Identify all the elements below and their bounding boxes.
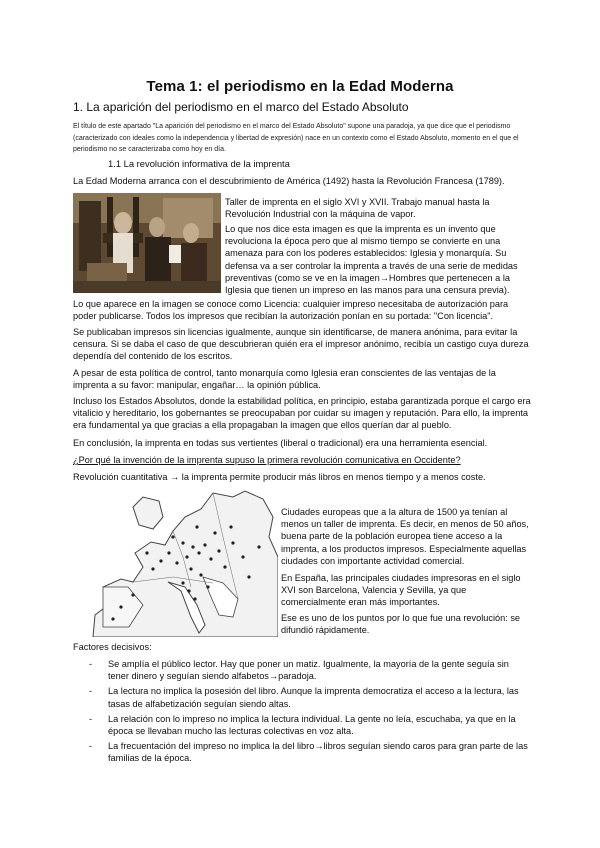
- europe-printing-map: [73, 487, 278, 637]
- factores-label: Factores decisivos:: [73, 642, 152, 652]
- paragraph-taller: Taller de imprenta en el siglo XVI y XVII. Trabajo manual hasta la Revolución Industrial con la máquina de vapor.: [225, 197, 490, 220]
- paragraph-conclusion: En conclusión, la imprenta en todas sus vertientes (liberal o tradicional) era una herramienta esencial.: [73, 438, 488, 448]
- paragraph-control: A pesar de esta política de control, tanto monarquía como Iglesia eran conscientes de las ventajas de la imprenta a su favor: manipular, engañar… la opinión pública.: [73, 368, 496, 391]
- section-heading-1: 1. La aparición del periodismo en el marco del Estado Absoluto: [73, 100, 409, 114]
- paragraph-edad-moderna: La Edad Moderna arranca con el descubrimiento de América (1492) hasta la Revolución Francesa (1789).: [73, 176, 505, 186]
- factores-list: [89, 658, 529, 768]
- paragraph-espana: En España, las principales ciudades impresoras en el siglo XVI son Barcelona, Valencia y Sevilla, ya que comercialmente eran más importantes.: [281, 573, 521, 608]
- paragraph-sin-licencia: Se publicaban impresos sin licencias igualmente, aunque sin identificarse, de manera anónima, para evitar la censura. Si se daba el caso de que descubrieran quién era el impresor anónimo, recibía un castigo cuya dureza dependía del contenido de los escritos.: [73, 327, 529, 362]
- list-item-text: La lectura no implica la posesión del libro. Aunque la imprenta democratiza el acceso a la lectura, las tasas de alfabetización seguían siendo altas.: [108, 686, 519, 709]
- bullet-dash: -: [89, 741, 93, 752]
- list-item-text: Se amplía el público lector. Hay que poner un matiz. Igualmente, la mayoría de la gente seguía sin tener dinero y seguían siendo alfabetos→paradoja.: [108, 659, 509, 682]
- list-item: [89, 685, 529, 709]
- intro-paragraph: El título de este apartado "La aparición del periodismo en el marco del Estado Absoluto" supone una paradoja, ya que dice que el periodismo (caracterizado con ideales como la independencia y libertad de expresión) nace en un contexto como el Estado Absoluto, momento en el que el periodismo no se caracterizaba como hoy en día.: [73, 123, 519, 153]
- bullet-dash: -: [89, 713, 93, 724]
- paragraph-estados: Incluso los Estados Absolutos, donde la estabilidad política, en principio, estaba garantizada porque el cargo era vitalicio y hereditario, los gobernantes se preocupaban por cuidar su imagen y reputación. Para ello, la imprenta era fundamental ya que gracias a ella propagaban la imagen que ellos querían dar al pueblo.: [73, 396, 531, 431]
- paragraph-puntos: Ese es uno de los puntos por lo que fue una revolución: se difundió rápidamente.: [281, 613, 521, 636]
- bullet-dash: -: [89, 659, 93, 669]
- section-heading-1-1: 1.1 La revolución informativa de la imprenta: [108, 158, 290, 169]
- bullet-dash: -: [89, 686, 93, 697]
- list-item-text: La frecuentación del impreso no implica la del libro→libros seguían siendo caros para gran parte de las familias de la época.: [108, 741, 528, 764]
- paragraph-imagen: Lo que nos dice esta imagen es que la imprenta es un invento que revoluciona la época pero que al mismo tiempo se convierte en una amenaza para con los poderes establecidos: Iglesia y monarquía. Su defensa va a ser controlar la imprenta a través de una serie de medidas preventivas (como se ve en la imagen→Hombres que pertenecen a la Iglesia que tienen un impreso en las manos para una censura previa).: [225, 224, 518, 296]
- paragraph-ciudades: Ciudades europeas que a la altura de 1500 ya tenían al menos un taller de imprenta. Es decir, en menos de 50 años, buena parte de la población europea tiene acceso a la imprenta, a los productos impresos. Especialmente aquellas ciudades con importante actividad comercial.: [281, 507, 529, 566]
- question-heading: ¿Por qué la invención de la imprenta supuso la primera revolución comunicativa en Occidente?: [73, 455, 461, 465]
- list-item: [89, 713, 529, 737]
- list-item: [89, 658, 529, 682]
- paragraph-cuantitativa: Revolución cuantitativa → la imprenta permite producir más libros en menos tiempo y a menos coste.: [73, 472, 486, 482]
- list-item-text: La relación con lo impreso no implica la lectura individual. La gente no leía, escuchaba, ya que en la época se llevaban mucho las lecturas colectivas en voz alta.: [108, 713, 516, 737]
- paragraph-licencia: Lo que aparece en la imagen se conoce como Licencia: cualquier impreso necesitaba de autorización para poder publicarse. Todos los impresos que recibían la autorización ponían en su portada: "Con licencia".: [73, 299, 509, 322]
- list-item: [89, 740, 529, 764]
- printing-workshop-image: [73, 193, 221, 293]
- page-title: Tema 1: el periodismo en la Edad Moderna: [146, 78, 454, 95]
